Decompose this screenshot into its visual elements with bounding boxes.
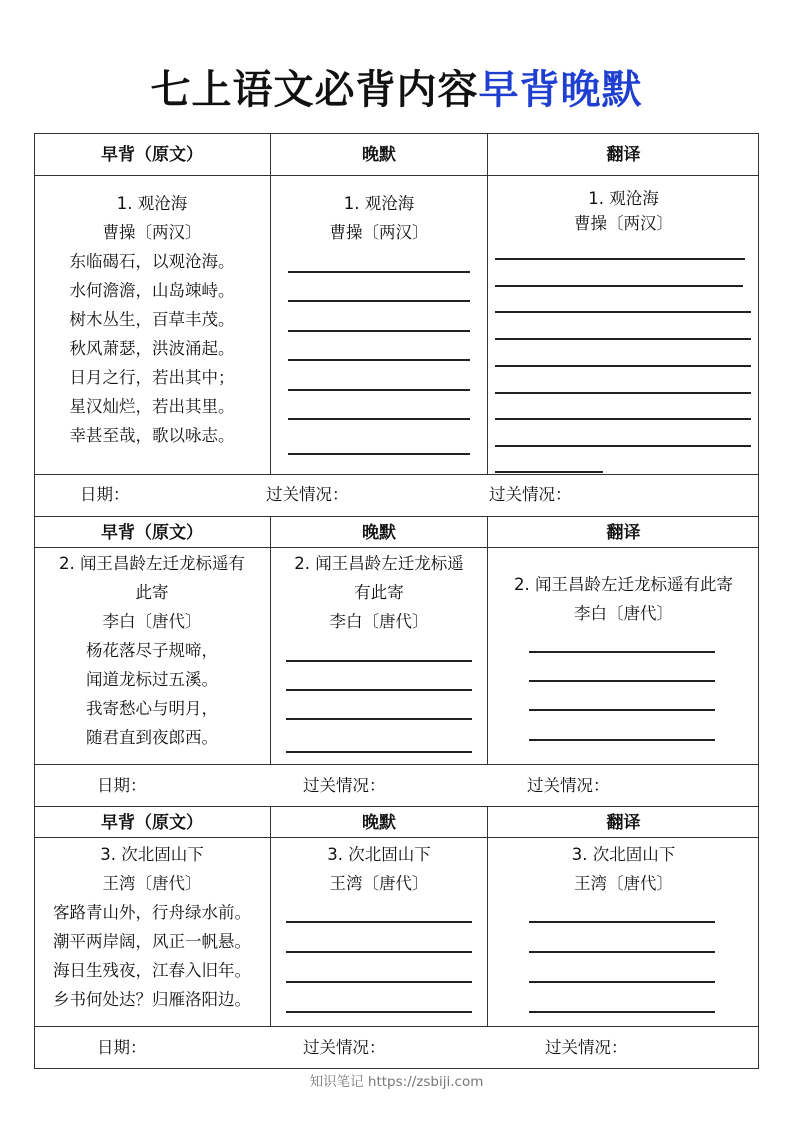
recite-blank-line[interactable] — [286, 751, 472, 753]
recite-blank-line[interactable] — [288, 359, 470, 361]
date-label: 日期： — [80, 485, 130, 504]
recite-blank-line[interactable] — [288, 271, 470, 273]
recite-blank-line[interactable] — [286, 660, 472, 662]
poem-title: 2. 闻王昌龄左迁龙标遥有此寄 — [514, 575, 733, 594]
poem-line: 东临碣石，以观沧海。 — [69, 252, 235, 271]
poem-line: 星汉灿烂，若出其里。 — [69, 397, 235, 416]
recite-blank-line[interactable] — [286, 921, 472, 923]
date-label: 日期： — [97, 776, 147, 795]
title-main: 七上语文必背内容 — [150, 66, 479, 113]
poem-author: 王湾〔唐代〕 — [329, 874, 429, 893]
poem-original-3 — [34, 840, 270, 1014]
poem-author: 曹操〔两汉〕 — [102, 223, 202, 242]
row-divider — [34, 806, 759, 807]
recite-blank-line[interactable] — [288, 453, 470, 455]
poem-line: 幸甚至哉，歌以咏志。 — [69, 426, 235, 445]
status-label: 过关情况： — [303, 1038, 386, 1057]
poem-title: 1. 观沧海 — [116, 194, 188, 213]
recite-blank-line[interactable] — [288, 389, 470, 391]
translate-blank-line[interactable] — [529, 651, 715, 653]
page-title — [0, 62, 793, 118]
poem-line: 随君直到夜郎西。 — [86, 728, 218, 747]
poem-line: 日月之行，若出其中； — [69, 368, 235, 387]
translate-blank-line[interactable] — [529, 981, 715, 983]
translate-blank-line[interactable] — [529, 951, 715, 953]
translate-blank-line[interactable] — [495, 445, 751, 447]
poem-author: 李白〔唐代〕 — [102, 612, 202, 631]
recite-blank-line[interactable] — [286, 718, 472, 720]
recite-blank-line[interactable] — [288, 330, 470, 332]
recite-blank-line[interactable] — [286, 981, 472, 983]
col-divider — [487, 806, 488, 1026]
poem-author: 王湾〔唐代〕 — [102, 874, 202, 893]
row-divider — [34, 175, 759, 176]
poem-line: 水何澹澹，山岛竦峙。 — [69, 281, 235, 300]
poem-author: 曹操〔两汉〕 — [574, 214, 673, 233]
poem-line: 潮平两岸阔，风正一帆悬。 — [53, 932, 251, 951]
poem-title: 1. 观沧海 — [588, 189, 659, 208]
title-accent: 早背晚默 — [478, 66, 643, 113]
header-original: 早背（原文） — [101, 145, 203, 165]
status-label: 过关情况： — [489, 485, 572, 504]
header-recite: 晚默 — [362, 145, 396, 165]
poem-author: 李白〔唐代〕 — [574, 604, 673, 623]
poem-original-1 — [34, 189, 270, 450]
translate-blank-line[interactable] — [529, 680, 715, 682]
recite-blank-line[interactable] — [286, 689, 472, 691]
poem-line: 杨花落尽子规啼， — [86, 641, 218, 660]
status-label: 过关情况： — [303, 776, 386, 795]
row-divider — [34, 474, 759, 475]
header-original: 早背（原文） — [101, 813, 203, 833]
translate-blank-line[interactable] — [495, 338, 751, 340]
translate-blank-line[interactable] — [495, 365, 751, 367]
poem-translate-head-2 — [488, 570, 759, 628]
poem-line: 闻道龙标过五溪。 — [86, 670, 218, 689]
poem-translate-head-1 — [488, 184, 759, 238]
recite-blank-line[interactable] — [288, 418, 470, 420]
poem-title: 2. 闻王昌龄左迁龙标遥 — [294, 554, 464, 573]
col-divider — [487, 516, 488, 764]
poem-title: 3. 次北固山下 — [100, 845, 204, 864]
poem-author: 王湾〔唐代〕 — [574, 874, 673, 893]
translate-blank-line[interactable] — [529, 1011, 715, 1013]
row-divider — [34, 764, 759, 765]
row-divider — [34, 516, 759, 517]
poem-line: 客路青山外，行舟绿水前。 — [53, 903, 251, 922]
poem-title: 3. 次北固山下 — [571, 845, 676, 864]
recite-blank-line[interactable] — [286, 951, 472, 953]
translate-blank-line[interactable] — [529, 921, 715, 923]
poem-author: 曹操〔两汉〕 — [329, 223, 429, 242]
poem-title: 3. 次北固山下 — [327, 845, 431, 864]
header-original: 早背（原文） — [101, 523, 203, 543]
poem-line: 我寄愁心与明月， — [86, 699, 218, 718]
recite-blank-line[interactable] — [286, 1011, 472, 1013]
poem-author: 李白〔唐代〕 — [329, 612, 429, 631]
translate-blank-line[interactable] — [495, 285, 743, 287]
translate-blank-line[interactable] — [495, 392, 751, 394]
poem-original-2 — [34, 549, 270, 752]
header-recite: 晚默 — [362, 813, 396, 833]
status-label: 过关情况： — [545, 1038, 628, 1057]
poem-recite-head-3 — [271, 840, 487, 898]
header-translate: 翻译 — [606, 145, 641, 165]
poem-line: 秋风萧瑟，洪波涌起。 — [69, 339, 235, 358]
translate-blank-line[interactable] — [495, 258, 745, 260]
poem-title: 此寄 — [135, 583, 169, 602]
date-label: 日期： — [97, 1038, 147, 1057]
poem-translate-head-3 — [488, 840, 759, 898]
header-translate: 翻译 — [606, 523, 641, 543]
header-translate: 翻译 — [606, 813, 641, 833]
row-divider — [34, 1026, 759, 1027]
header-recite: 晚默 — [362, 523, 396, 543]
translate-blank-line[interactable] — [495, 471, 603, 473]
recite-blank-line[interactable] — [288, 300, 470, 302]
translate-blank-line[interactable] — [495, 311, 751, 313]
poem-title: 1. 观沧海 — [343, 194, 415, 213]
poem-title: 有此寄 — [354, 583, 404, 602]
translate-blank-line[interactable] — [495, 418, 751, 420]
col-divider — [270, 133, 271, 474]
status-label: 过关情况： — [527, 776, 610, 795]
poem-line: 树木丛生，百草丰茂。 — [69, 310, 235, 329]
poem-line: 海日生残夜，江春入旧年。 — [53, 961, 251, 980]
source-watermark: 知识笔记 https://zsbiji.com — [309, 1074, 484, 1090]
translate-blank-line[interactable] — [529, 739, 715, 741]
col-divider — [270, 806, 271, 1026]
poem-recite-head-2 — [271, 549, 487, 636]
translate-blank-line[interactable] — [529, 709, 715, 711]
poem-line: 乡书何处达？归雁洛阳边。 — [53, 990, 251, 1009]
status-label: 过关情况： — [266, 485, 349, 504]
poem-title: 2. 闻王昌龄左迁龙标遥有 — [59, 554, 245, 573]
poem-recite-head-1 — [271, 189, 487, 247]
